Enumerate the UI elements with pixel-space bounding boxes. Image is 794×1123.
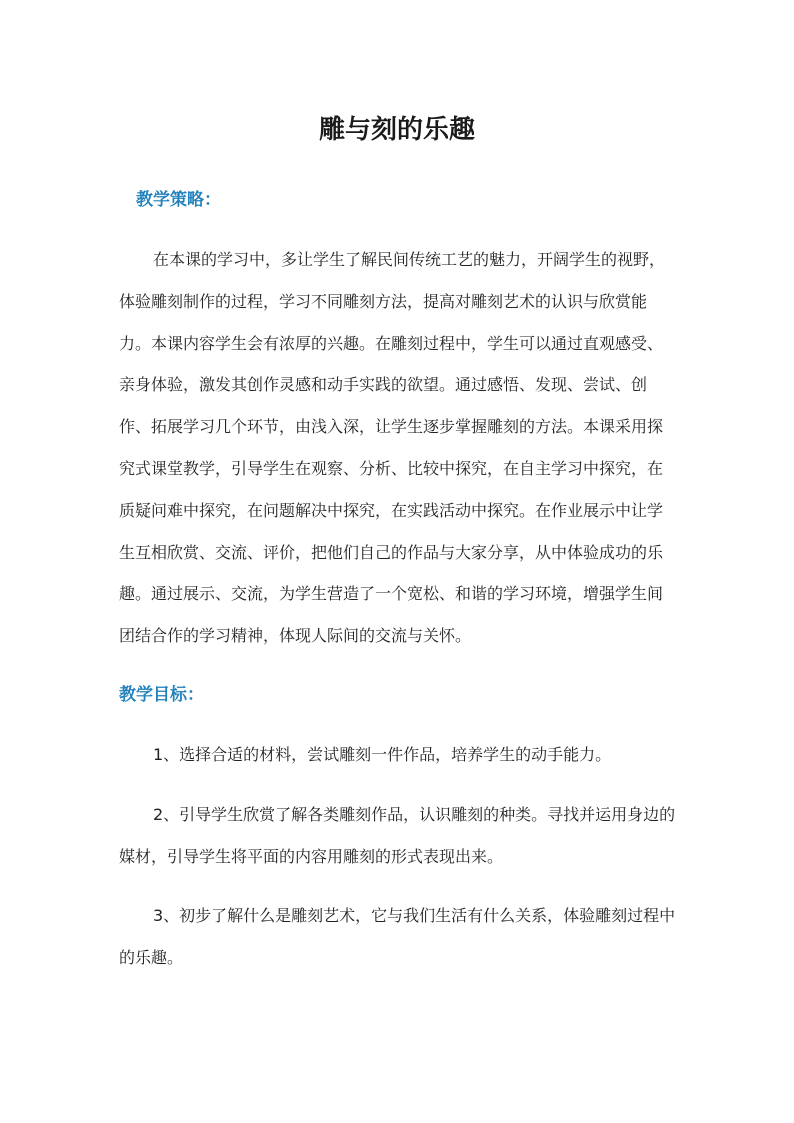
paragraph-line: 生互相欣赏、交流、评价，把他们自己的作品与大家分享，从中体验成功的乐 xyxy=(119,542,664,562)
paragraph-line: 质疑问难中探究，在问题解决中探究，在实践活动中探究。在作业展示中让学 xyxy=(119,500,664,520)
paragraph-line: 究式课堂教学，引导学生在观察、分析、比较中探究，在自主学习中探究，在 xyxy=(119,458,664,478)
section-heading-teaching-goals: 教学目标： xyxy=(119,685,204,705)
paragraph-line: 在本课的学习中，多让学生了解民间传统工艺的魅力，开阔学生的视野， xyxy=(153,250,666,269)
goal-item-2 xyxy=(0,794,794,878)
paragraph-line: 力。本课内容学生会有浓厚的兴趣。在雕刻过程中，学生可以通过直观感受、 xyxy=(119,333,664,353)
section-heading-teaching-strategy: 教学策略： xyxy=(136,190,221,210)
paragraph-line: 体验雕刻制作的过程，学习不同雕刻方法，提高对雕刻艺术的认识与欣赏能 xyxy=(119,291,648,311)
goal-item-1 xyxy=(0,734,794,776)
paragraph-line: 作、拓展学习几个环节，由浅入深，让学生逐步掌握雕刻的方法。本课采用探 xyxy=(119,417,664,437)
goal-line: 的乐趣。 xyxy=(119,948,184,967)
paragraph-line: 趣。通过展示、交流，为学生营造了一个宽松、和谐的学习环境，增强学生间 xyxy=(119,584,664,604)
goal-line: 2、引导学生欣赏了解各类雕刻作品，认识雕刻的种类。寻找并运用身边的 xyxy=(153,805,676,824)
paragraph-line: 亲身体验，激发其创作灵感和动手实践的欲望。通过感悟、发现、尝试、创 xyxy=(119,375,648,395)
goal-line: 1、选择合适的材料，尝试雕刻一件作品，培养学生的动手能力。 xyxy=(153,745,612,764)
paragraph-line: 团结合作的学习精神，体现人际间的交流与关怀。 xyxy=(119,626,472,646)
strategy-paragraph xyxy=(0,239,794,657)
goal-line: 媒材，引导学生将平面的内容用雕刻的形式表现出来。 xyxy=(119,847,504,866)
goal-line: 3、初步了解什么是雕刻艺术，它与我们生活有什么关系，体验雕刻过程中 xyxy=(153,906,676,925)
document-title: 雕与刻的乐趣 xyxy=(318,115,475,145)
goal-item-3 xyxy=(0,895,794,979)
